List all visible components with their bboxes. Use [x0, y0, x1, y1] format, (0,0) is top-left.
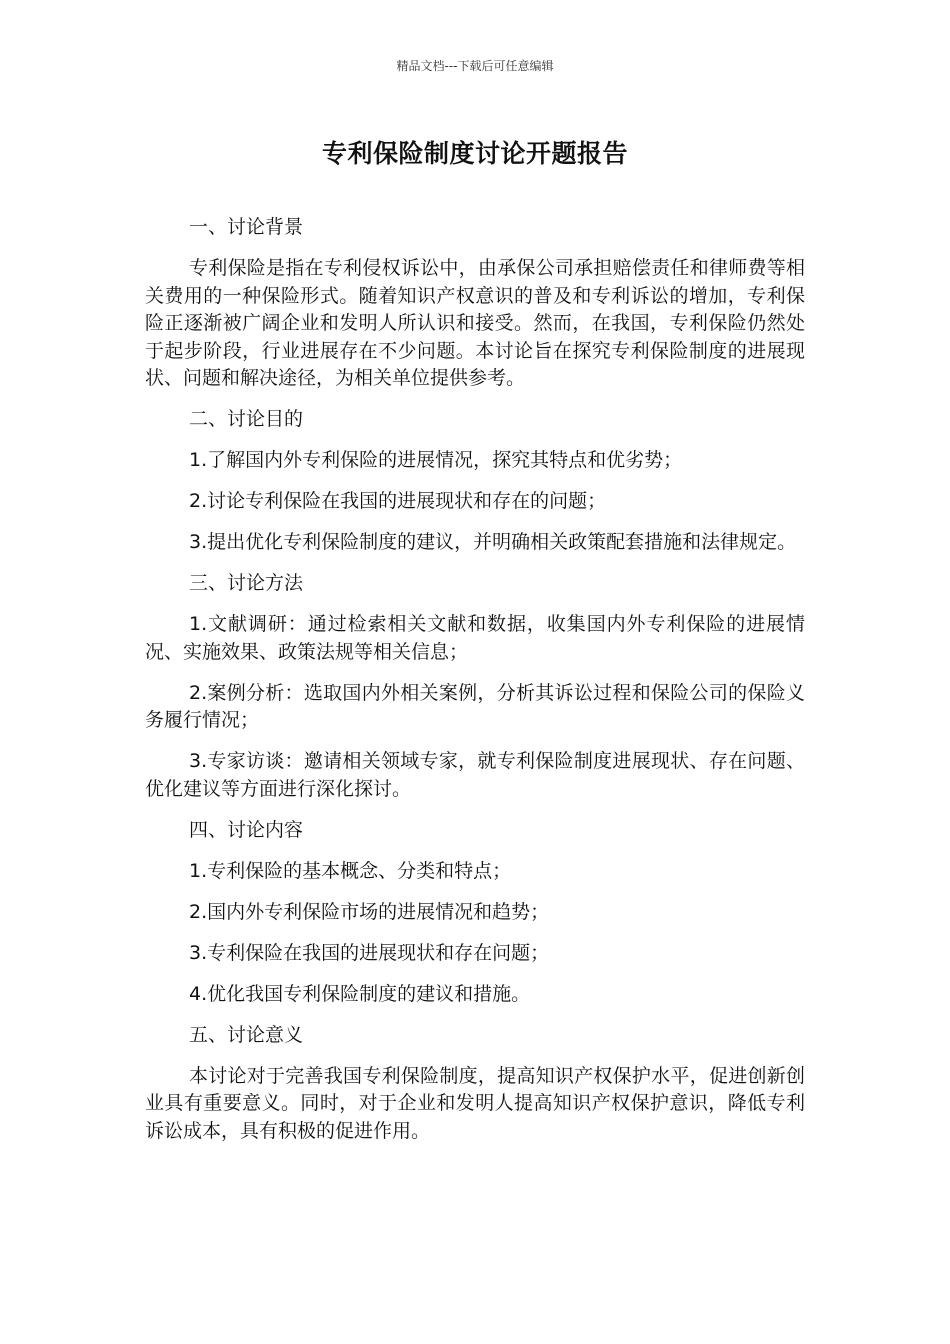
- list-item-method-3: 3.专家访谈：邀请相关领域专家，就专利保险制度进展现状、存在问题、优化建议等方面进行深化探讨。: [145, 750, 805, 800]
- list-item-method-2: 2.案例分析：选取国内外相关案例，分析其诉讼过程和保险公司的保险义务履行情况；: [145, 681, 805, 731]
- section-heading-significance: 五、讨论意义: [189, 1023, 304, 1046]
- page-header: 精品文档---下载后可任意编辑: [396, 59, 554, 73]
- paragraph-background: 专利保险是指在专利侵权诉讼中，由承保公司承担赔偿责任和律师费等相关费用的一种保险形式。随着知识产权意识的普及和专利诉讼的增加，专利保险正逐渐被广阔企业和发明人所认识和接受。然而，在我国，专利保险仍然处于起步阶段，行业进展存在不少问题。本讨论旨在探究专利保险制度的进展现状、问题和解决途径，为相关单位提供参考。: [145, 257, 805, 389]
- section-heading-purpose: 二、讨论目的: [189, 408, 304, 430]
- list-item-purpose-3: 3.提出优化专利保险制度的建议，并明确相关政策配套措施和法律规定。: [189, 531, 797, 553]
- list-item-content-3: 3.专利保险在我国的进展现状和存在问题；: [189, 941, 550, 964]
- document-title: 专利保险制度讨论开题报告: [321, 139, 628, 168]
- list-item-purpose-2: 2.讨论专利保险在我国的进展现状和存在的问题；: [189, 490, 607, 512]
- list-item-purpose-1: 1.了解国内外专利保险的进展情况，探究其特点和优劣势；: [189, 449, 683, 471]
- document-body: [145, 214, 805, 1159]
- section-heading-background: 一、讨论背景: [189, 216, 304, 238]
- list-item-method-1: 1.文献调研：通过检索相关文献和数据，收集国内外专利保险的进展情况、实施效果、政策法规等相关信息；: [145, 613, 805, 663]
- section-heading-method: 三、讨论方法: [189, 572, 304, 594]
- list-item-content-4: 4.优化我国专利保险制度的建议和措施。: [189, 982, 531, 1005]
- list-item-content-2: 2.国内外专利保险市场的进展情况和趋势；: [189, 900, 550, 923]
- paragraph-significance: 本讨论对于完善我国专利保险制度，提高知识产权保护水平，促进创新创业具有重要意义。同时，对于企业和发明人提高知识产权保护意识，降低专利诉讼成本，具有积极的促进作用。: [145, 1064, 805, 1142]
- section-heading-content: 四、讨论内容: [189, 818, 304, 841]
- list-item-content-1: 1.专利保险的基本概念、分类和特点；: [189, 859, 512, 882]
